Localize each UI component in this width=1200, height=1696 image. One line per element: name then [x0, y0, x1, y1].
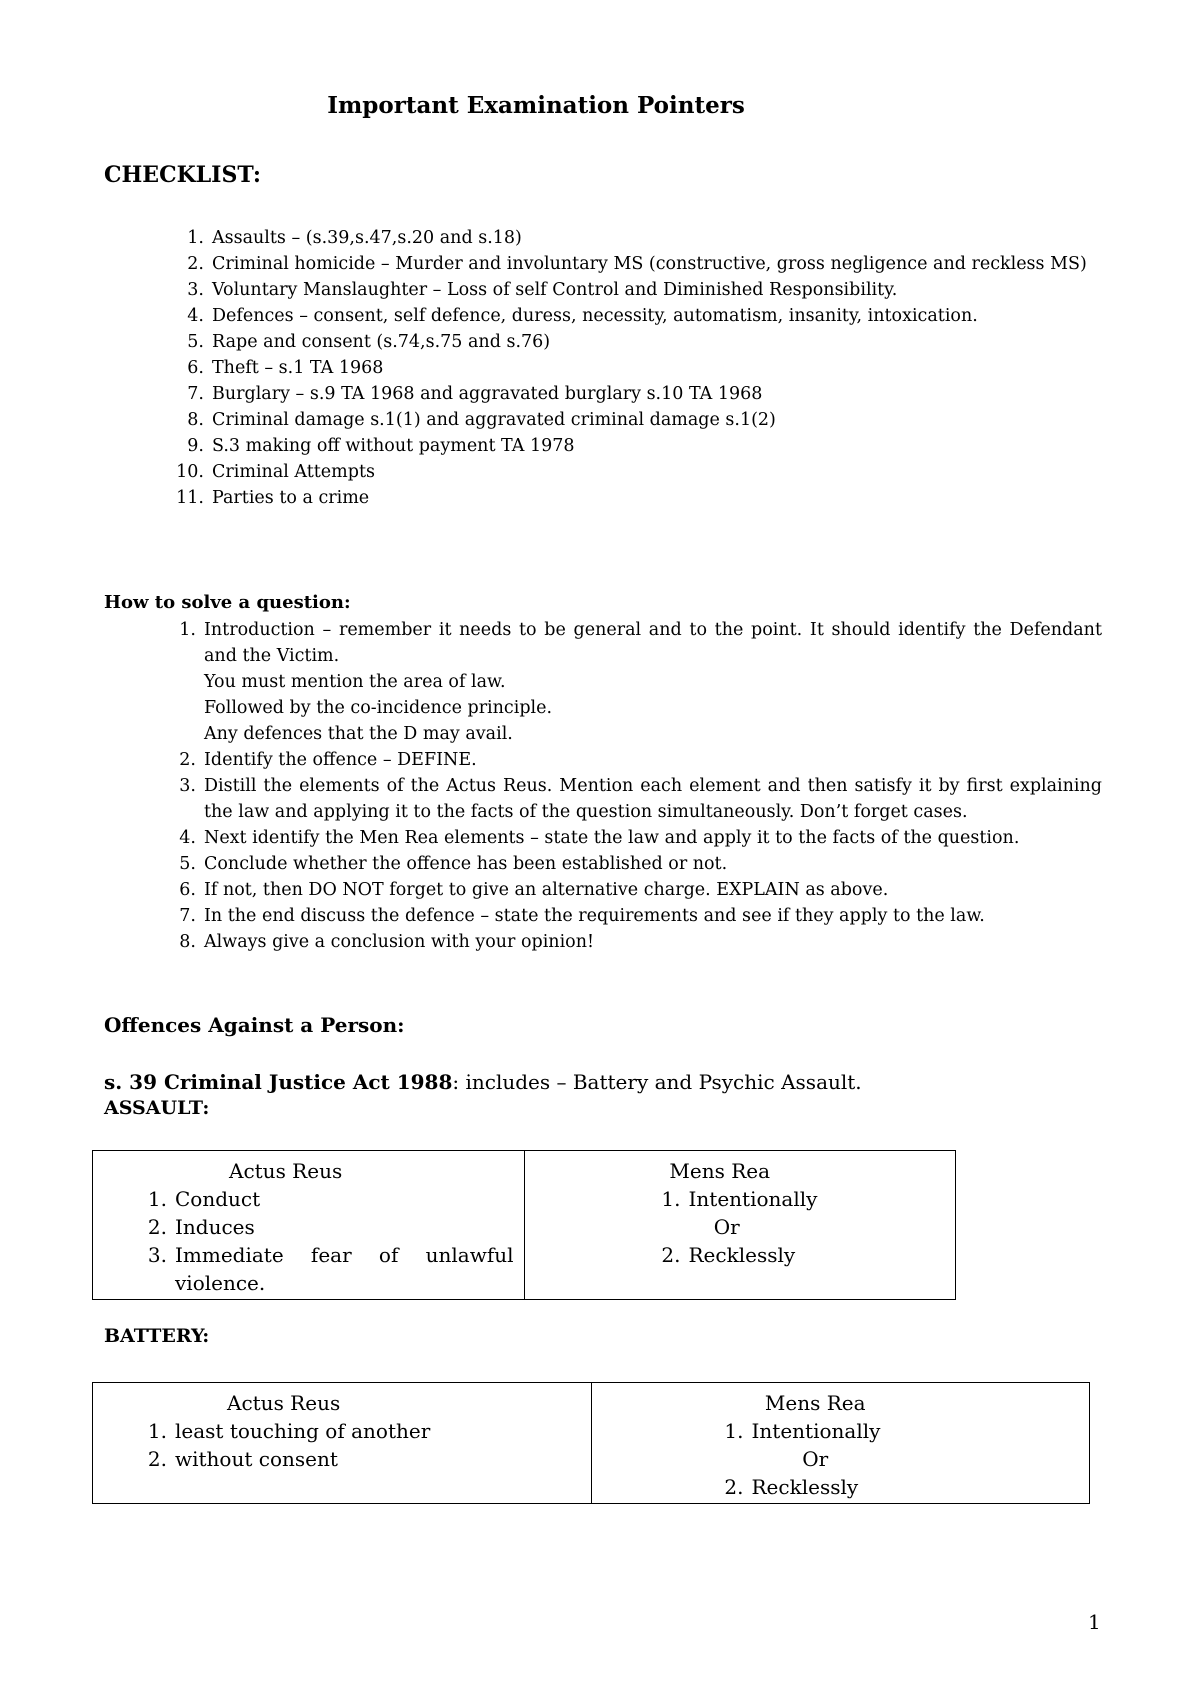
- battery-heading: BATTERY:: [104, 1325, 210, 1347]
- checklist-list: [176, 225, 1102, 511]
- list-item: Or: [713, 1215, 740, 1239]
- battery-actus-reus-list: [103, 1417, 581, 1473]
- list-item: 1. Intentionally: [724, 1419, 881, 1443]
- list-item: 3. Immediate fear of unlawful violence.: [147, 1243, 514, 1295]
- list-item: 8. Criminal damage s.1(1) and aggravated criminal damage s.1(2): [187, 410, 776, 430]
- offences-heading: Offences Against a Person:: [104, 1013, 405, 1037]
- list-item: 11. Parties to a crime: [176, 488, 370, 508]
- list-item: 3. Distill the elements of the Actus Reus. Mention each element and then satisfy it by first explaining the law and applying it to the facts of the question simultaneously. Don’t forget cases.: [179, 776, 1102, 822]
- table-column-header: Mens Rea: [669, 1159, 771, 1183]
- list-item: 1. Intentionally: [661, 1187, 818, 1211]
- list-item: 5. Conclude whether the offence has been established or not.: [179, 854, 728, 874]
- list-item: Or: [802, 1447, 829, 1471]
- list-item: 5. Rape and consent (s.74,s.75 and s.76): [187, 332, 551, 352]
- assault-actus-reus-cell: [93, 1151, 525, 1300]
- list-item: 2. Identify the offence – DEFINE.: [179, 750, 477, 770]
- statute-line: [104, 1070, 862, 1094]
- how-to-heading: How to solve a question:: [104, 592, 351, 613]
- list-item: 3. Voluntary Manslaughter – Loss of self Control and Diminished Responsibility.: [187, 280, 898, 300]
- list-item: 4. Defences – consent, self defence, duress, necessity, automatism, insanity, intoxication.: [187, 306, 978, 326]
- list-item: 2. Recklessly: [661, 1243, 796, 1267]
- list-item: 7. In the end discuss the defence – state the requirements and see if they apply to the law.: [179, 906, 985, 926]
- list-item: 1. Assaults – (s.39,s.47,s.20 and s.18): [187, 228, 522, 248]
- page-title: Important Examination Pointers: [327, 92, 745, 119]
- assault-heading: ASSAULT:: [104, 1097, 210, 1119]
- battery-mens-rea-list: [602, 1417, 1080, 1501]
- list-item: 10. Criminal Attempts: [176, 462, 375, 482]
- assault-mens-rea-list: [535, 1185, 946, 1269]
- list-item: 1. least touching of another: [147, 1419, 431, 1443]
- checklist-heading: CHECKLIST:: [104, 162, 262, 188]
- battery-mens-rea-cell: [591, 1383, 1090, 1504]
- list-item: 6. If not, then DO NOT forget to give an alternative charge. EXPLAIN as above.: [179, 880, 889, 900]
- how-to-list: [179, 617, 1102, 955]
- list-item: 1. Introduction – remember it needs to be general and to the point. It should identify the Defendant and the Victim. You must mention the area of law. Followed by the co-incidence principle. Any defences that the D may avail.: [179, 620, 1102, 744]
- list-item: 2. Recklessly: [724, 1475, 859, 1499]
- battery-table: [92, 1382, 1090, 1504]
- list-item: 1. Conduct: [147, 1187, 261, 1211]
- list-item: 2. Induces: [147, 1215, 255, 1239]
- list-item: 9. S.3 making off without payment TA 1978: [187, 436, 575, 456]
- statute-description: : includes – Battery and Psychic Assault.: [452, 1070, 862, 1094]
- battery-actus-reus-cell: [93, 1383, 592, 1504]
- assault-table: [92, 1150, 956, 1300]
- statute-name: s. 39 Criminal Justice Act 1988: [104, 1070, 453, 1094]
- list-item: 7. Burglary – s.9 TA 1968 and aggravated burglary s.10 TA 1968: [187, 384, 763, 404]
- table-column-header: Actus Reus: [227, 1391, 341, 1415]
- table-column-header: Mens Rea: [764, 1391, 866, 1415]
- list-item: 8. Always give a conclusion with your opinion!: [179, 932, 595, 952]
- list-item: 2. Criminal homicide – Murder and involuntary MS (constructive, gross negligence and reckless MS): [187, 254, 1087, 274]
- page-number: 1: [1088, 1610, 1101, 1634]
- list-item: 6. Theft – s.1 TA 1968: [187, 358, 384, 378]
- assault-mens-rea-cell: [524, 1151, 956, 1300]
- assault-actus-reus-list: [103, 1185, 514, 1297]
- table-column-header: Actus Reus: [229, 1159, 343, 1183]
- list-item: 2. without consent: [147, 1447, 338, 1471]
- list-item: 4. Next identify the Men Rea elements – state the law and apply it to the facts of the question.: [179, 828, 1020, 848]
